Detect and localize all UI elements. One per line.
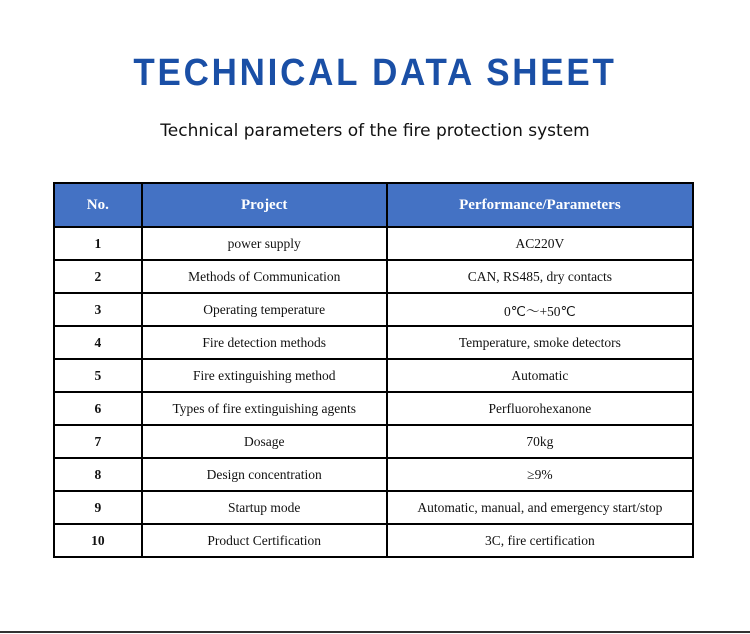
row-number: 5	[54, 359, 142, 392]
row-number: 2	[54, 260, 142, 293]
table-row	[54, 260, 693, 293]
row-project: Product Certification	[142, 524, 387, 557]
table-header-row	[54, 183, 693, 227]
row-value: Perfluorohexanone	[387, 392, 693, 425]
row-number: 4	[54, 326, 142, 359]
row-project: Fire extinguishing method	[142, 359, 387, 392]
row-project: Startup mode	[142, 491, 387, 524]
table-row	[54, 458, 693, 491]
row-value: ≥9%	[387, 458, 693, 491]
row-value: 3C, fire certification	[387, 524, 693, 557]
row-number: 10	[54, 524, 142, 557]
table-row	[54, 359, 693, 392]
table-row	[54, 524, 693, 557]
row-value: 0℃～+50℃	[387, 293, 693, 326]
row-project: Methods of Communication	[142, 260, 387, 293]
row-number: 8	[54, 458, 142, 491]
row-number: 3	[54, 293, 142, 326]
row-value: Automatic	[387, 359, 693, 392]
row-number: 7	[54, 425, 142, 458]
row-value: Automatic, manual, and emergency start/stop	[387, 491, 693, 524]
row-value: AC220V	[387, 227, 693, 260]
row-value: 70kg	[387, 425, 693, 458]
table-row	[54, 326, 693, 359]
row-number: 9	[54, 491, 142, 524]
table-row	[54, 227, 693, 260]
row-project: Types of fire extinguishing agents	[142, 392, 387, 425]
row-project: power supply	[142, 227, 387, 260]
column-header-project: Project	[142, 183, 387, 227]
table-row	[54, 392, 693, 425]
row-project: Operating temperature	[142, 293, 387, 326]
row-project: Fire detection methods	[142, 326, 387, 359]
page-title: TECHNICAL DATA SHEET	[133, 52, 617, 94]
row-value: CAN, RS485, dry contacts	[387, 260, 693, 293]
table-row	[54, 293, 693, 326]
table-row	[54, 491, 693, 524]
row-value: Temperature, smoke detectors	[387, 326, 693, 359]
table-row	[54, 425, 693, 458]
row-project: Design concentration	[142, 458, 387, 491]
column-header-parameters: Performance/Parameters	[387, 183, 693, 227]
row-project: Dosage	[142, 425, 387, 458]
technical-data-table	[53, 182, 694, 558]
bottom-divider	[0, 631, 750, 633]
row-number: 6	[54, 392, 142, 425]
page-subtitle: Technical parameters of the fire protection system	[160, 121, 590, 141]
column-header-no: No.	[54, 183, 142, 227]
row-number: 1	[54, 227, 142, 260]
